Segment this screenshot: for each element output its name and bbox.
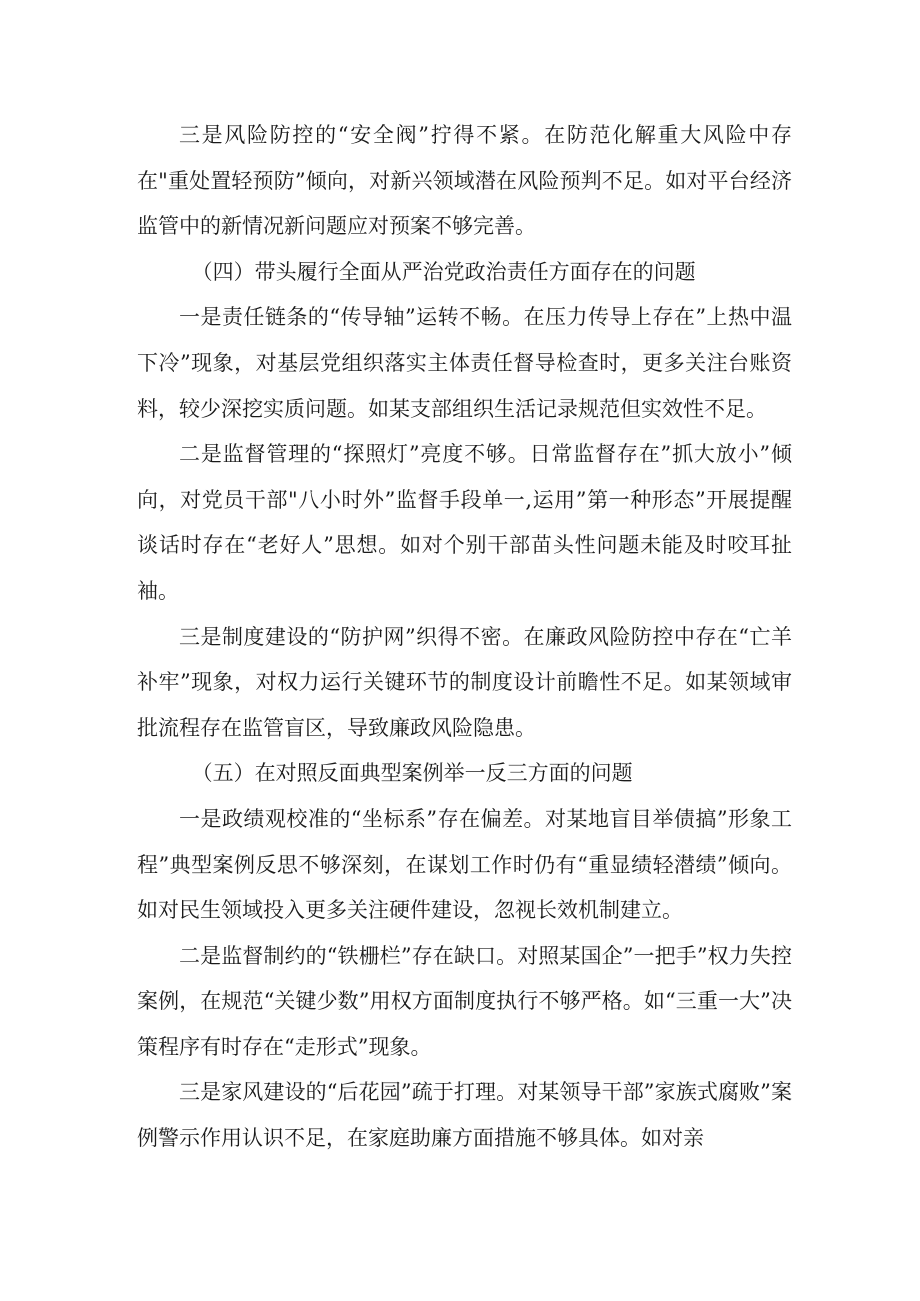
document-body — [137, 113, 792, 1162]
paragraph-responsibility-chain: 一是责任链条的“传导轴”运转不畅。在压力传导上存在”上热中温下冷”现象，对基层党组织落实主体责任督导检查时，更多关注台账资料，较少深挖实质问题。如某支部组织生活记录规范但实效性不足。 — [137, 305, 792, 421]
paragraph-performance-view: 一是政绩观校准的“坐标系”存在偏差。对某地盲目举债搞”形象工程”典型案例反思不够深刻，在谋划工作时仍有“重显绩轻潜绩”倾向。如对民生领域投入更多关注硬件建设，忽视长效机制建立。 — [137, 806, 792, 923]
section-heading-5: （五）在对照反面典型案例举一反三方面的问题 — [191, 761, 633, 786]
paragraph-supervision-management: 二是监督管理的“探照灯”亮度不够。日常监督存在”抓大放小”倾向，对党员干部"八小时外”监督手段单一,运用”第一种形态”开展提醒谈话时存在“老好人”思想。如对个别干部苗头性问题未能及时咬耳扯袖。 — [137, 442, 792, 603]
section-heading-4: （四）带头履行全面从严治党政治责任方面存在的问题 — [191, 259, 696, 284]
paragraph-risk-control: 三是风险防控的“安全阀”拧得不紧。在防范化解重大风险中存在"重处置轻预防”倾向，对新兴领域潜在风险预判不足。如对平台经济监管中的新情况新问题应对预案不够完善。 — [137, 123, 792, 239]
paragraph-institution-building: 三是制度建设的“防护网”织得不密。在廉政风险防控中存在“亡羊补牢”现象，对权力运行关键环节的制度设计前瞻性不足。如某领域审批流程存在监管盲区，导致廉政风险隐患。 — [137, 624, 792, 740]
paragraph-supervision-constraint: 二是监督制约的“铁栅栏”存在缺口。对照某国企”一把手”权力失控案例，在规范“关键少数”用权方面制度执行不够严格。如“三重一大”决策程序有时存在“走形式”现象。 — [137, 943, 792, 1059]
paragraph-family-tradition: 三是家风建设的“后花园”疏于打理。对某领导干部”家族式腐败”案例警示作用认识不足，在家庭助廉方面措施不够具体。如对亲 — [137, 1080, 792, 1151]
